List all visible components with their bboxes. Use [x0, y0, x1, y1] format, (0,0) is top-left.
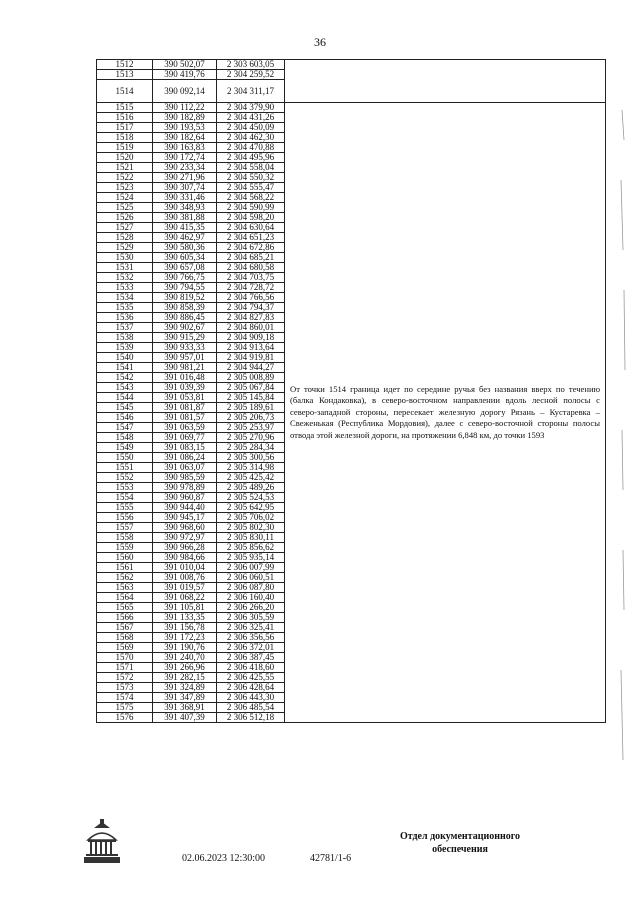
point-number-cell: 1529 — [97, 243, 153, 253]
point-number-cell: 1575 — [97, 703, 153, 713]
y-coordinate-cell: 2 305 008,89 — [217, 373, 285, 383]
x-coordinate-cell: 391 063,59 — [153, 423, 217, 433]
y-coordinate-cell: 2 305 524,53 — [217, 493, 285, 503]
y-coordinate-cell: 2 304 909,18 — [217, 333, 285, 343]
point-number-cell: 1561 — [97, 563, 153, 573]
point-number-cell: 1565 — [97, 603, 153, 613]
x-coordinate-cell: 391 368,91 — [153, 703, 217, 713]
y-coordinate-cell: 2 304 728,72 — [217, 283, 285, 293]
coordinates-table — [96, 59, 606, 723]
y-coordinate-cell: 2 306 428,64 — [217, 683, 285, 693]
point-number-cell: 1554 — [97, 493, 153, 503]
y-coordinate-cell: 2 305 189,61 — [217, 403, 285, 413]
table-row — [97, 60, 606, 70]
x-coordinate-cell: 390 193,53 — [153, 123, 217, 133]
point-number-cell: 1569 — [97, 643, 153, 653]
y-coordinate-cell: 2 305 935,14 — [217, 553, 285, 563]
x-coordinate-cell: 391 190,76 — [153, 643, 217, 653]
x-coordinate-cell: 391 081,57 — [153, 413, 217, 423]
y-coordinate-cell: 2 304 259,52 — [217, 70, 285, 80]
y-coordinate-cell: 2 304 913,64 — [217, 343, 285, 353]
y-coordinate-cell: 2 304 590,99 — [217, 203, 285, 213]
x-coordinate-cell: 390 580,36 — [153, 243, 217, 253]
point-number-cell: 1526 — [97, 213, 153, 223]
x-coordinate-cell: 390 331,46 — [153, 193, 217, 203]
y-coordinate-cell: 2 305 270,96 — [217, 433, 285, 443]
y-coordinate-cell: 2 305 145,84 — [217, 393, 285, 403]
department-line-1: Отдел документационного — [399, 831, 521, 842]
x-coordinate-cell: 390 172,74 — [153, 153, 217, 163]
x-coordinate-cell: 390 966,28 — [153, 543, 217, 553]
point-number-cell: 1549 — [97, 443, 153, 453]
y-coordinate-cell: 2 304 495,96 — [217, 153, 285, 163]
x-coordinate-cell: 390 233,34 — [153, 163, 217, 173]
y-coordinate-cell: 2 304 558,04 — [217, 163, 285, 173]
y-coordinate-cell: 2 304 450,09 — [217, 123, 285, 133]
point-number-cell: 1538 — [97, 333, 153, 343]
point-number-cell: 1524 — [97, 193, 153, 203]
x-coordinate-cell: 391 407,39 — [153, 713, 217, 723]
point-number-cell: 1518 — [97, 133, 153, 143]
point-number-cell: 1576 — [97, 713, 153, 723]
y-coordinate-cell: 2 304 703,75 — [217, 273, 285, 283]
point-number-cell: 1513 — [97, 70, 153, 80]
y-coordinate-cell: 2 304 379,90 — [217, 103, 285, 113]
x-coordinate-cell: 390 657,08 — [153, 263, 217, 273]
x-coordinate-cell: 390 978,89 — [153, 483, 217, 493]
x-coordinate-cell: 390 933,33 — [153, 343, 217, 353]
point-number-cell: 1553 — [97, 483, 153, 493]
point-number-cell: 1521 — [97, 163, 153, 173]
y-coordinate-cell: 2 305 314,98 — [217, 463, 285, 473]
point-number-cell: 1546 — [97, 413, 153, 423]
y-coordinate-cell: 2 305 802,30 — [217, 523, 285, 533]
x-coordinate-cell: 390 984,66 — [153, 553, 217, 563]
y-coordinate-cell: 2 306 485,54 — [217, 703, 285, 713]
point-number-cell: 1560 — [97, 553, 153, 563]
point-number-cell: 1562 — [97, 573, 153, 583]
point-number-cell: 1550 — [97, 453, 153, 463]
y-coordinate-cell: 2 305 067,84 — [217, 383, 285, 393]
x-coordinate-cell: 390 960,87 — [153, 493, 217, 503]
scan-margin-marks — [618, 70, 630, 850]
y-coordinate-cell: 2 305 284,34 — [217, 443, 285, 453]
x-coordinate-cell: 391 133,35 — [153, 613, 217, 623]
point-number-cell: 1534 — [97, 293, 153, 303]
y-coordinate-cell: 2 305 300,56 — [217, 453, 285, 463]
x-coordinate-cell: 390 419,76 — [153, 70, 217, 80]
x-coordinate-cell: 390 945,17 — [153, 513, 217, 523]
y-coordinate-cell: 2 304 431,26 — [217, 113, 285, 123]
point-number-cell: 1540 — [97, 353, 153, 363]
point-number-cell: 1512 — [97, 60, 153, 70]
x-coordinate-cell: 390 112,22 — [153, 103, 217, 113]
point-number-cell: 1523 — [97, 183, 153, 193]
empty-description-cell — [285, 60, 606, 103]
x-coordinate-cell: 391 010,04 — [153, 563, 217, 573]
y-coordinate-cell: 2 304 766,56 — [217, 293, 285, 303]
table-row — [97, 103, 606, 113]
footer-document-number: 42781/1-6 — [310, 853, 352, 864]
y-coordinate-cell: 2 304 598,20 — [217, 213, 285, 223]
x-coordinate-cell: 391 063,07 — [153, 463, 217, 473]
y-coordinate-cell: 2 304 919,81 — [217, 353, 285, 363]
x-coordinate-cell: 390 307,74 — [153, 183, 217, 193]
y-coordinate-cell: 2 304 555,47 — [217, 183, 285, 193]
point-number-cell: 1539 — [97, 343, 153, 353]
department-line-2: обеспечения — [432, 844, 488, 855]
point-number-cell: 1570 — [97, 653, 153, 663]
y-coordinate-cell: 2 304 672,86 — [217, 243, 285, 253]
x-coordinate-cell: 390 985,59 — [153, 473, 217, 483]
x-coordinate-cell: 391 039,39 — [153, 383, 217, 393]
y-coordinate-cell: 2 304 680,58 — [217, 263, 285, 273]
point-number-cell: 1520 — [97, 153, 153, 163]
point-number-cell: 1566 — [97, 613, 153, 623]
point-number-cell: 1564 — [97, 593, 153, 603]
x-coordinate-cell: 391 081,87 — [153, 403, 217, 413]
y-coordinate-cell: 2 305 489,26 — [217, 483, 285, 493]
y-coordinate-cell: 2 306 418,60 — [217, 663, 285, 673]
boundary-description-cell: От точки 1514 граница идет по середине ручья без названия вверх по течению (балка Кондаковка), в северо-восточном направлении вдоль лесной полосы с северо-западной стороны, пересекает железную дорогу Рязань – Кустаревка – Свеженькая (Республика Мордовия), далее с северо-восточной стороны полосы отвода этой железной дороги, на протяжении 6,848 км, до точки 1593 — [285, 103, 606, 723]
x-coordinate-cell: 390 957,01 — [153, 353, 217, 363]
point-number-cell: 1536 — [97, 313, 153, 323]
point-number-cell: 1528 — [97, 233, 153, 243]
point-number-cell: 1545 — [97, 403, 153, 413]
x-coordinate-cell: 391 266,96 — [153, 663, 217, 673]
y-coordinate-cell: 2 304 685,21 — [217, 253, 285, 263]
point-number-cell: 1532 — [97, 273, 153, 283]
x-coordinate-cell: 391 172,23 — [153, 633, 217, 643]
x-coordinate-cell: 390 915,29 — [153, 333, 217, 343]
point-number-cell: 1556 — [97, 513, 153, 523]
y-coordinate-cell: 2 305 253,97 — [217, 423, 285, 433]
x-coordinate-cell: 391 282,15 — [153, 673, 217, 683]
y-coordinate-cell: 2 306 060,51 — [217, 573, 285, 583]
x-coordinate-cell: 390 766,75 — [153, 273, 217, 283]
point-number-cell: 1573 — [97, 683, 153, 693]
x-coordinate-cell: 390 858,39 — [153, 303, 217, 313]
x-coordinate-cell: 390 944,40 — [153, 503, 217, 513]
point-number-cell: 1533 — [97, 283, 153, 293]
point-number-cell: 1559 — [97, 543, 153, 553]
y-coordinate-cell: 2 305 206,73 — [217, 413, 285, 423]
x-coordinate-cell: 391 008,76 — [153, 573, 217, 583]
y-coordinate-cell: 2 304 944,27 — [217, 363, 285, 373]
x-coordinate-cell: 391 016,48 — [153, 373, 217, 383]
point-number-cell: 1519 — [97, 143, 153, 153]
x-coordinate-cell: 390 819,52 — [153, 293, 217, 303]
x-coordinate-cell: 390 981,21 — [153, 363, 217, 373]
y-coordinate-cell: 2 305 830,11 — [217, 533, 285, 543]
point-number-cell: 1537 — [97, 323, 153, 333]
point-number-cell: 1530 — [97, 253, 153, 263]
point-number-cell: 1563 — [97, 583, 153, 593]
y-coordinate-cell: 2 304 827,83 — [217, 313, 285, 323]
y-coordinate-cell: 2 305 706,02 — [217, 513, 285, 523]
x-coordinate-cell: 391 086,24 — [153, 453, 217, 463]
point-number-cell: 1515 — [97, 103, 153, 113]
x-coordinate-cell: 390 348,93 — [153, 203, 217, 213]
x-coordinate-cell: 391 240,70 — [153, 653, 217, 663]
point-number-cell: 1568 — [97, 633, 153, 643]
y-coordinate-cell: 2 304 860,01 — [217, 323, 285, 333]
x-coordinate-cell: 391 324,89 — [153, 683, 217, 693]
y-coordinate-cell: 2 306 372,01 — [217, 643, 285, 653]
y-coordinate-cell: 2 304 568,22 — [217, 193, 285, 203]
y-coordinate-cell: 2 304 550,32 — [217, 173, 285, 183]
point-number-cell: 1516 — [97, 113, 153, 123]
x-coordinate-cell: 390 462,97 — [153, 233, 217, 243]
point-number-cell: 1571 — [97, 663, 153, 673]
page-number: 36 — [314, 35, 326, 49]
y-coordinate-cell: 2 306 443,30 — [217, 693, 285, 703]
x-coordinate-cell: 391 069,77 — [153, 433, 217, 443]
point-number-cell: 1542 — [97, 373, 153, 383]
x-coordinate-cell: 390 381,88 — [153, 213, 217, 223]
point-number-cell: 1517 — [97, 123, 153, 133]
x-coordinate-cell: 390 605,34 — [153, 253, 217, 263]
footer-department — [370, 830, 550, 856]
x-coordinate-cell: 391 068,22 — [153, 593, 217, 603]
point-number-cell: 1558 — [97, 533, 153, 543]
y-coordinate-cell: 2 306 160,40 — [217, 593, 285, 603]
y-coordinate-cell: 2 305 642,95 — [217, 503, 285, 513]
x-coordinate-cell: 390 886,45 — [153, 313, 217, 323]
y-coordinate-cell: 2 305 425,42 — [217, 473, 285, 483]
point-number-cell: 1555 — [97, 503, 153, 513]
point-number-cell: 1543 — [97, 383, 153, 393]
point-number-cell: 1547 — [97, 423, 153, 433]
point-number-cell: 1567 — [97, 623, 153, 633]
y-coordinate-cell: 2 304 794,37 — [217, 303, 285, 313]
x-coordinate-cell: 390 794,55 — [153, 283, 217, 293]
y-coordinate-cell: 2 304 470,88 — [217, 143, 285, 153]
x-coordinate-cell: 391 105,81 — [153, 603, 217, 613]
x-coordinate-cell: 391 083,15 — [153, 443, 217, 453]
point-number-cell: 1544 — [97, 393, 153, 403]
point-number-cell: 1541 — [97, 363, 153, 373]
point-number-cell: 1552 — [97, 473, 153, 483]
point-number-cell: 1557 — [97, 523, 153, 533]
point-number-cell: 1574 — [97, 693, 153, 703]
point-number-cell: 1525 — [97, 203, 153, 213]
y-coordinate-cell: 2 306 305,59 — [217, 613, 285, 623]
y-coordinate-cell: 2 304 630,64 — [217, 223, 285, 233]
x-coordinate-cell: 391 053,81 — [153, 393, 217, 403]
y-coordinate-cell: 2 306 387,45 — [217, 653, 285, 663]
duma-logo-icon — [80, 818, 124, 864]
y-coordinate-cell: 2 306 007,99 — [217, 563, 285, 573]
y-coordinate-cell: 2 306 512,18 — [217, 713, 285, 723]
y-coordinate-cell: 2 304 462,30 — [217, 133, 285, 143]
x-coordinate-cell: 390 502,07 — [153, 60, 217, 70]
x-coordinate-cell: 391 156,78 — [153, 623, 217, 633]
footer-timestamp: 02.06.2023 12:30:00 — [182, 853, 266, 864]
point-number-cell: 1522 — [97, 173, 153, 183]
point-number-cell: 1572 — [97, 673, 153, 683]
x-coordinate-cell: 390 182,64 — [153, 133, 217, 143]
point-number-cell: 1551 — [97, 463, 153, 473]
y-coordinate-cell: 2 306 325,41 — [217, 623, 285, 633]
x-coordinate-cell: 390 271,96 — [153, 173, 217, 183]
x-coordinate-cell: 390 092,14 — [153, 80, 217, 103]
point-number-cell: 1531 — [97, 263, 153, 273]
x-coordinate-cell: 390 182,89 — [153, 113, 217, 123]
y-coordinate-cell: 2 304 311,17 — [217, 80, 285, 103]
point-number-cell: 1548 — [97, 433, 153, 443]
y-coordinate-cell: 2 306 266,20 — [217, 603, 285, 613]
x-coordinate-cell: 391 019,57 — [153, 583, 217, 593]
x-coordinate-cell: 390 902,67 — [153, 323, 217, 333]
point-number-cell: 1535 — [97, 303, 153, 313]
point-number-cell: 1514 — [97, 80, 153, 103]
y-coordinate-cell: 2 305 856,62 — [217, 543, 285, 553]
y-coordinate-cell: 2 306 356,56 — [217, 633, 285, 643]
x-coordinate-cell: 390 163,83 — [153, 143, 217, 153]
y-coordinate-cell: 2 306 087,80 — [217, 583, 285, 593]
y-coordinate-cell: 2 303 603,05 — [217, 60, 285, 70]
x-coordinate-cell: 390 968,60 — [153, 523, 217, 533]
x-coordinate-cell: 390 972,97 — [153, 533, 217, 543]
x-coordinate-cell: 390 415,35 — [153, 223, 217, 233]
point-number-cell: 1527 — [97, 223, 153, 233]
y-coordinate-cell: 2 306 425,55 — [217, 673, 285, 683]
y-coordinate-cell: 2 304 651,23 — [217, 233, 285, 243]
x-coordinate-cell: 391 347,89 — [153, 693, 217, 703]
